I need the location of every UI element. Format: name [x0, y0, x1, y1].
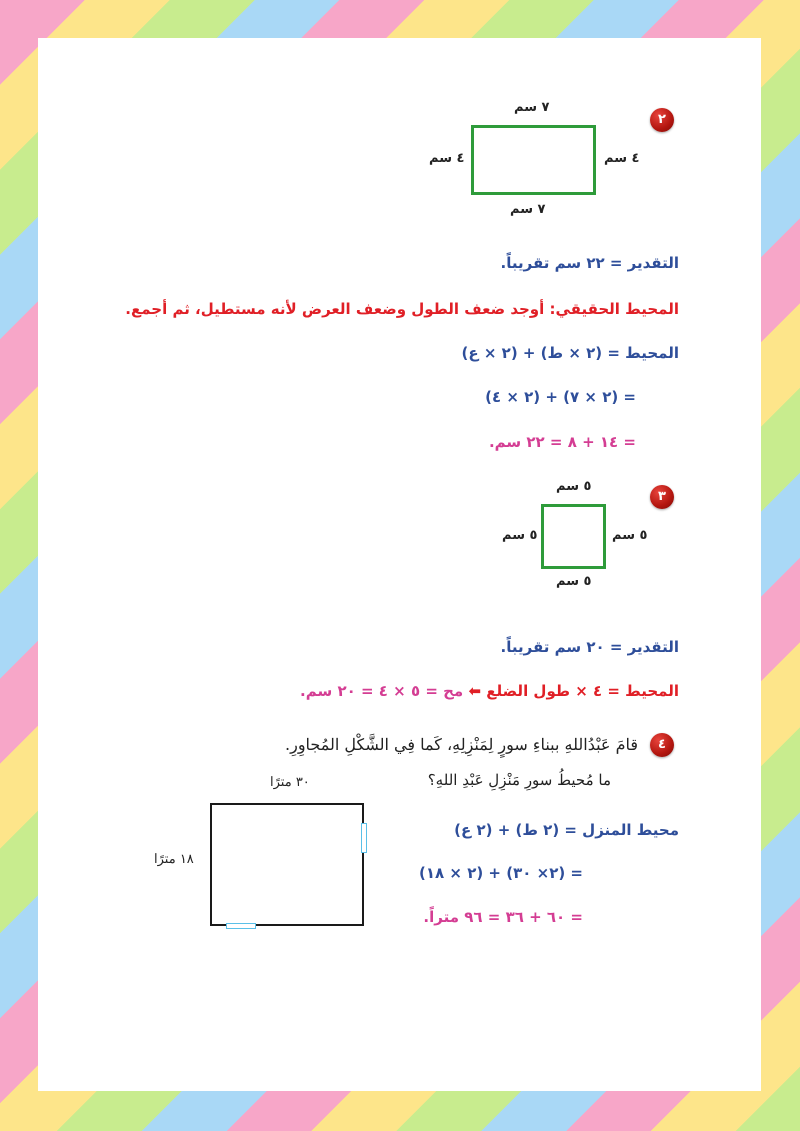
worksheet-page	[38, 38, 761, 1091]
question-line-1: قامَ عَبْدُاللهِ ببناءِ سورٍ لِمَنْزِلِهِ، كَما فِي الشَّكْلِ المُجاوِرِ.	[285, 735, 638, 754]
question-line-2: ما مُحيطُ سورِ مَنْزِلِ عَبْدِ اللهِ؟	[427, 771, 611, 789]
fence-side-label: ١٨ مترًا	[154, 852, 194, 867]
square-5	[541, 504, 606, 569]
square-bottom-label: ٥ سم	[556, 574, 592, 589]
rectangle-7x4	[471, 125, 596, 195]
rect-right-label: ٤ سم	[604, 151, 640, 166]
problem-2-badge: ٢	[650, 108, 674, 132]
perimeter-formula-2: المحيط = (٢ × ط) + (٢ × ع)	[461, 344, 679, 362]
estimate-3: التقدير = ٢٠ سم تقريباً.	[500, 638, 679, 656]
perimeter-step-2: = ١٤ + ٨ = ٢٢ سم.	[488, 433, 636, 451]
house-perimeter-formula: محيط المنزل = (٢ ط) + (٢ ع)	[454, 821, 679, 839]
rect-bottom-label: ٧ سم	[510, 202, 546, 217]
square-right-label: ٥ سم	[612, 528, 648, 543]
house-perimeter-step-2: = ٦٠ + ٣٦ = ٩٦ متراً.	[423, 908, 583, 926]
fence-top-label: ٣٠ مترًا	[270, 775, 310, 790]
house-perimeter-step-1: = (٢× ٣٠) + (٢ × ١٨)	[419, 864, 583, 882]
estimate-2: التقدير = ٢٢ سم تقريباً.	[500, 254, 679, 272]
gate-right	[361, 823, 367, 853]
perimeter-calc: مح = ٥ × ٤ = ٢٠ سم.	[300, 682, 464, 700]
rect-left-label: ٤ سم	[429, 151, 465, 166]
rect-top-label: ٧ سم	[514, 100, 550, 115]
actual-perimeter-instruction: المحيط الحقيقي: أوجد ضعف الطول وضعف العرض لأنه مستطيل، ثم أجمع.	[125, 300, 679, 318]
perimeter-rule: المحيط = ٤ × طول الضلع	[486, 682, 679, 700]
square-top-label: ٥ سم	[556, 479, 592, 494]
square-left-label: ٥ سم	[502, 528, 538, 543]
problem-3-badge: ٣	[650, 485, 674, 509]
perimeter-line-3	[300, 682, 679, 700]
house-fence-rectangle	[210, 803, 364, 926]
perimeter-step-1: = (٢ × ٧) + (٢ × ٤)	[485, 388, 636, 406]
arrow-left-icon: ⬅	[468, 682, 482, 700]
problem-4-badge: ٤	[650, 733, 674, 757]
gate-bottom	[226, 923, 256, 929]
